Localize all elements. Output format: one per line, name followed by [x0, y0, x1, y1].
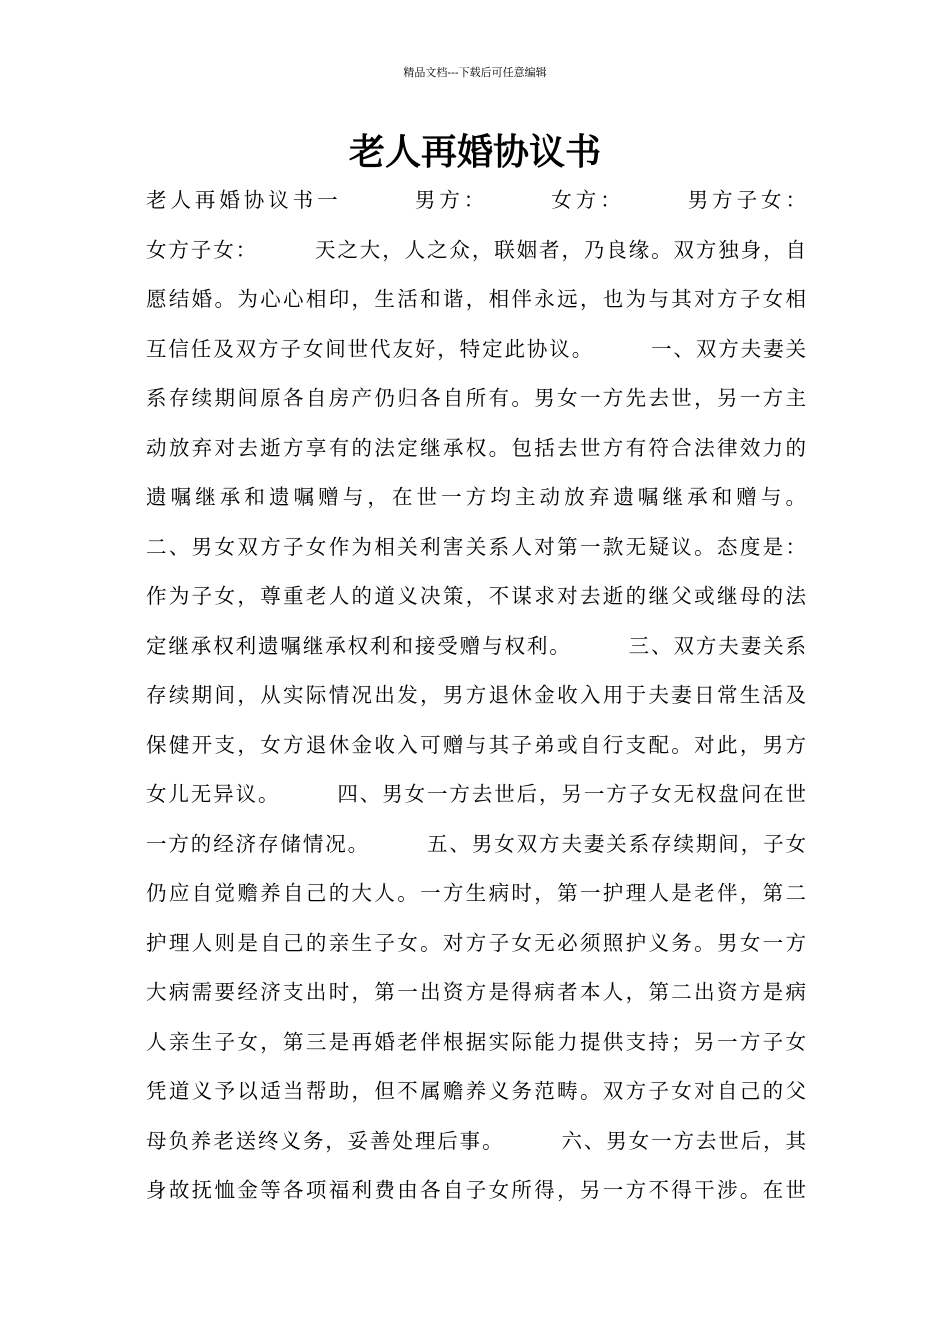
body-line: 作为子女，尊重老人的道义决策，不谋求对去逝的继父或继母的法: [146, 584, 806, 608]
body-line: 仍应自觉赡养自己的大人。一方生病时，第一护理人是老伴，第二: [146, 881, 806, 905]
body-line: 护理人则是自己的亲生子女。对方子女无必须照护义务。男女一方: [146, 930, 806, 955]
body-line: 身故抚恤金等各项福利费由各自子女所得，另一方不得干涉。在世: [146, 1178, 806, 1202]
page-header: 精品文档---下载后可任意编辑: [403, 66, 547, 79]
body-line: 人亲生子女，第三是再婚老伴根据实际能力提供支持；另一方子女: [146, 1029, 806, 1054]
document-body: [146, 176, 806, 1216]
body-line: 二、男女双方子女作为相关利害关系人对第一款无疑议。态度是：: [146, 534, 806, 559]
body-line: 动放弃对去逝方享有的法定继承权。包括去世方有符合法律效力的: [146, 435, 806, 460]
body-line: 定继承权利遗嘱继承权利和接受赠与权利。 三、双方夫妻关系: [146, 633, 806, 658]
body-line: 保健开支，女方退休金收入可赠与其子弟或自行支配。对此，男方: [146, 732, 806, 757]
document-title: 老人再婚协议书: [348, 131, 601, 173]
body-line: 系存续期间原各自房产仍归各自所有。男女一方先去世，另一方主: [146, 386, 806, 410]
body-line: 大病需要经济支出时，第一出资方是得病者本人，第二出资方是病: [146, 980, 806, 1004]
body-line: 愿结婚。为心心相印，生活和谐，相伴永远，也为与其对方子女相: [146, 287, 806, 311]
body-line: 老人再婚协议书一 男方： 女方： 男方子女：: [146, 188, 806, 212]
body-line: 母负养老送终义务，妥善处理后事。 六、男女一方去世后，其: [146, 1128, 806, 1153]
body-line: 一方的经济存储情况。 五、男女双方夫妻关系存续期间，子女: [146, 831, 806, 856]
body-line: 互信任及双方子女间世代友好，特定此协议。 一、双方夫妻关: [146, 336, 806, 361]
body-line: 存续期间，从实际情况出发，男方退休金收入用于夫妻日常生活及: [146, 683, 806, 707]
body-line: 女儿无异议。 四、男女一方去世后，另一方子女无权盘问在世: [146, 782, 806, 806]
body-line: 遗嘱继承和遗嘱赠与，在世一方均主动放弃遗嘱继承和赠与。: [146, 485, 806, 509]
body-line: 凭道义予以适当帮助，但不属赡养义务范畴。双方子女对自己的父: [146, 1079, 806, 1103]
body-line: 女方子女： 天之大，人之众，联姻者，乃良缘。双方独身，自: [146, 237, 806, 262]
